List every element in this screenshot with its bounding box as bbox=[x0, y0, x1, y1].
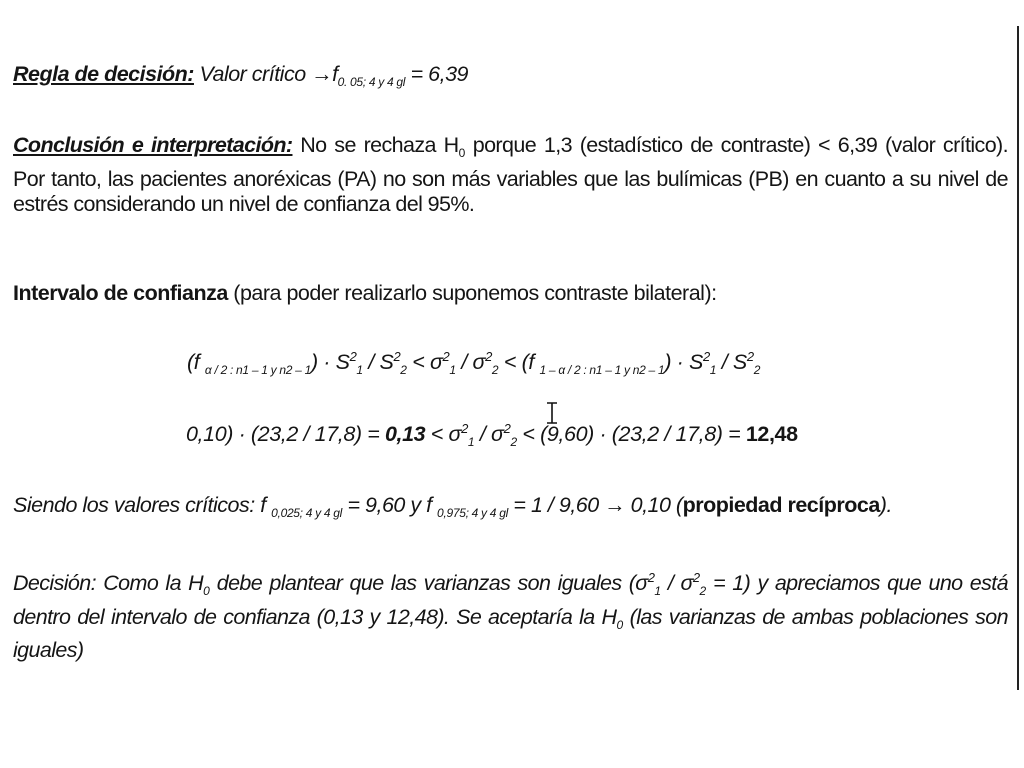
formula-sup: 2 bbox=[349, 349, 357, 364]
decision-rule-text: Valor crítico bbox=[193, 62, 312, 86]
decision-sup: 2 bbox=[647, 570, 655, 585]
interval-label: Intervalo de confianza bbox=[13, 281, 228, 305]
interval-heading bbox=[13, 281, 1009, 306]
numeric-slash: / σ bbox=[474, 422, 504, 446]
formula-sup: 2 bbox=[393, 349, 401, 364]
formula-lt-2: < (f bbox=[498, 350, 540, 374]
formula-sub-1: 1 bbox=[449, 363, 456, 377]
formula-slash-1: / S bbox=[362, 350, 394, 374]
numeric-sub-2: 2 bbox=[510, 435, 517, 449]
formula-sub-2: 2 bbox=[753, 363, 761, 377]
decision-text-2: debe plantear que las varianzas son iguales (σ bbox=[209, 571, 648, 595]
critical-sub-2: 0,975; 4 y 4 gl bbox=[437, 506, 508, 520]
numeric-lt-2: < (9,60) · (23,2 / 17,8) = bbox=[516, 422, 746, 446]
arrow-icon: → bbox=[311, 62, 333, 86]
formula-sub-2: 2 bbox=[491, 363, 499, 377]
interval-text: (para poder realizarlo suponemos contraste bilateral): bbox=[227, 281, 717, 305]
conclusion-paragraph bbox=[13, 133, 1008, 218]
formula-lt-1: < σ bbox=[406, 350, 443, 374]
critical-text-2: = 9,60 y f bbox=[342, 493, 438, 517]
decision-h0-sub: 0 bbox=[203, 584, 210, 598]
numeric-sup: 2 bbox=[503, 421, 511, 436]
f-subscript: 0. 05; 4 y 4 gl bbox=[337, 75, 406, 89]
decision-text-1: Decisión: Como la H bbox=[13, 571, 204, 595]
decision-sup: 2 bbox=[692, 570, 700, 585]
decision-h0-sub-2: 0 bbox=[616, 617, 623, 632]
formula-sup: 2 bbox=[746, 349, 754, 364]
formula-sup: 2 bbox=[702, 349, 710, 364]
text-cursor-icon bbox=[546, 402, 558, 424]
formula-sub-one-minus-alpha: 1 – α / 2 : n1 – 1 y n2 – 1 bbox=[539, 363, 665, 377]
conclusion-text-1: No se rechaza H bbox=[292, 133, 459, 157]
lower-bound: 0,13 bbox=[384, 422, 426, 446]
arrow-icon: → bbox=[604, 493, 626, 517]
right-margin-rule bbox=[1017, 26, 1019, 690]
interval-formula bbox=[187, 349, 760, 377]
critical-text-4: 0,10 ( bbox=[625, 493, 683, 517]
formula-sup: 2 bbox=[442, 349, 450, 364]
numeric-left: 0,10) · (23,2 / 17,8) = bbox=[186, 422, 385, 446]
decision-text-5: (las varianzas de ambas poblaciones son iguales) bbox=[13, 604, 1008, 662]
formula-slash-2: / σ bbox=[455, 350, 486, 374]
decision-text-4: = 1) y apreciamos que uno está dentro del intervalo de confianza (0,13 y 12,48). Se aceptaría la H bbox=[13, 571, 1008, 629]
conclusion-text-2: porque 1,3 (estadístico de contraste) < 6,39 (valor crítico). Por tanto, las pacientes anoréxicas (PA) no son más variables que las bulímicas (PB) en cuanto a su nivel de estrés considerando un nivel de confianza del 95%. bbox=[13, 133, 1008, 216]
decision-text-3: / σ bbox=[660, 571, 693, 595]
critical-values-line bbox=[13, 493, 1009, 526]
upper-bound: 12,48 bbox=[745, 422, 798, 446]
decision-paragraph bbox=[13, 565, 1008, 664]
formula-sup: 2 bbox=[485, 349, 492, 364]
critical-text-1: Siendo los valores críticos: f bbox=[13, 493, 272, 517]
decision-sub-1: 1 bbox=[654, 584, 661, 598]
critical-text-5: ). bbox=[879, 493, 892, 517]
critical-value: = 6,39 bbox=[405, 62, 469, 86]
f-symbol: f bbox=[332, 62, 338, 86]
decision-rule-line bbox=[13, 62, 1009, 95]
formula-mid-1: ) · S bbox=[310, 350, 350, 374]
formula-slash-3: / S bbox=[716, 350, 747, 374]
reciprocal-property: propiedad recíproca bbox=[682, 493, 880, 517]
conclusion-label: Conclusión e interpretación: bbox=[13, 133, 293, 157]
formula-mid-2: ) · S bbox=[664, 350, 703, 374]
formula-sub-alpha: α / 2 : n1 – 1 y n2 – 1 bbox=[204, 363, 311, 377]
decision-rule-label: Regla de decisión: bbox=[13, 62, 194, 86]
h0-subscript: 0 bbox=[458, 146, 465, 160]
formula-sub-1: 1 bbox=[709, 363, 717, 377]
formula-sub-2: 2 bbox=[400, 363, 407, 377]
numeric-lt-1: < σ bbox=[425, 422, 462, 446]
formula-open: (f bbox=[187, 350, 205, 374]
formula-sub-1: 1 bbox=[356, 363, 363, 377]
numeric-sup: 2 bbox=[461, 421, 468, 436]
critical-sub-1: 0,025; 4 y 4 gl bbox=[271, 506, 343, 520]
interval-numeric bbox=[186, 421, 798, 449]
numeric-sub-1: 1 bbox=[467, 435, 475, 449]
critical-text-3: = 1 / 9,60 bbox=[507, 493, 605, 517]
decision-sub-2: 2 bbox=[699, 584, 706, 598]
